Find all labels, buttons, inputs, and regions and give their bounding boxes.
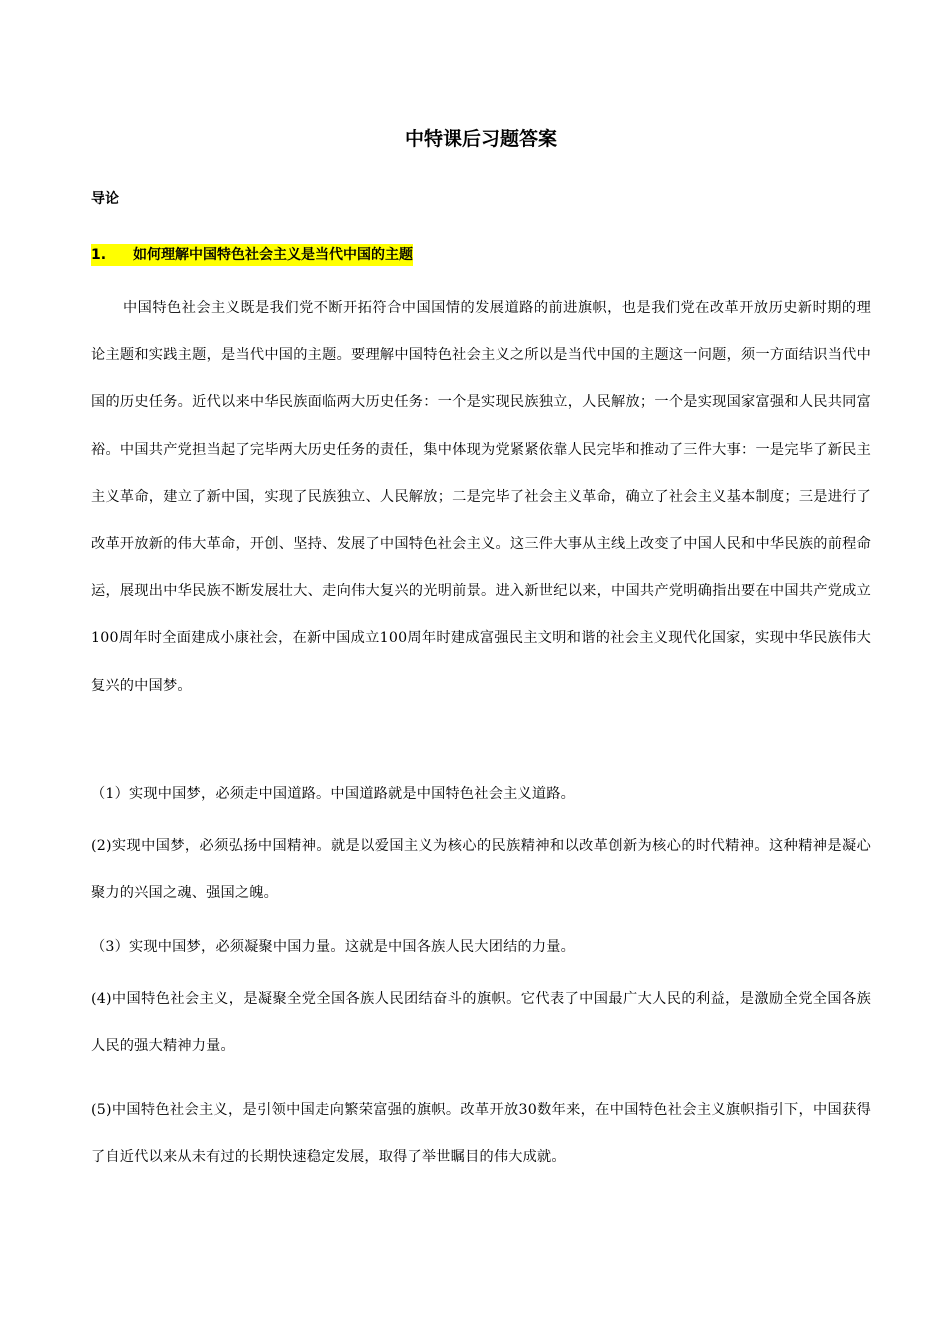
answer-point-5: (5)中国特色社会主义，是引领中国走向繁荣富强的旗帜。改革开放30数年来，在中国特色社会主义旗帜指引下，中国获得了自近代以来从未有过的长期快速稳定发展，取得了举世瞩目的伟大成就。	[91, 1102, 871, 1166]
question-number: 1.	[91, 247, 107, 263]
answer-point-3: （3）实现中国梦，必须凝聚中国力量。这就是中国各族人民大团结的力量。	[91, 939, 576, 955]
document-title: 中特课后习题答案	[404, 128, 557, 150]
section-heading: 导论	[91, 191, 119, 207]
highlighted-question	[91, 244, 413, 266]
answer-point-1: （1）实现中国梦，必须走中国道路。中国道路就是中国特色社会主义道路。	[91, 786, 576, 802]
answer-point-4: (4)中国特色社会主义，是凝聚全党全国各族人民团结奋斗的旗帜。它代表了中国最广大人民的利益，是激励全党全国各族人民的强大精神力量。	[91, 991, 871, 1055]
answer-paragraph-main: 中国特色社会主义既是我们党不断开拓符合中国国情的发展道路的前进旗帜，也是我们党在改革开放历史新时期的理论主题和实践主题，是当代中国的主题。要理解中国特色社会主义之所以是当代中国的主题这一问题，须一方面结识当代中国的历史任务。近代以来中华民族面临两大历史任务：一个是实现民族独立，人民解放；一个是实现国家富强和人民共同富裕。中国共产党担当起了完毕两大历史任务的责任，集中体现为党紧紧依靠人民完毕和推动了三件大事：一是完毕了新民主主义革命，建立了新中国，实现了民族独立、人民解放；二是完毕了社会主义革命，确立了社会主义基本制度；三是进行了改革开放新的伟大革命，开创、坚持、发展了中国特色社会主义。这三件大事从主线上改变了中国人民和中华民族的前程命运，展现出中华民族不断发展壮大、走向伟大复兴的光明前景。进入新世纪以来，中国共产党明确指出要在中国共产党成立100周年时全面建成小康社会，在新中国成立100周年时建成富强民主文明和谐的社会主义现代化国家，实现中华民族伟大复兴的中国梦。	[91, 300, 871, 694]
question-text: 如何理解中国特色社会主义是当代中国的主题	[133, 247, 413, 263]
answer-point-2: (2)实现中国梦，必须弘扬中国精神。就是以爱国主义为核心的民族精神和以改革创新为核心的时代精神。这种精神是凝心聚力的兴国之魂、强国之魄。	[91, 838, 871, 902]
